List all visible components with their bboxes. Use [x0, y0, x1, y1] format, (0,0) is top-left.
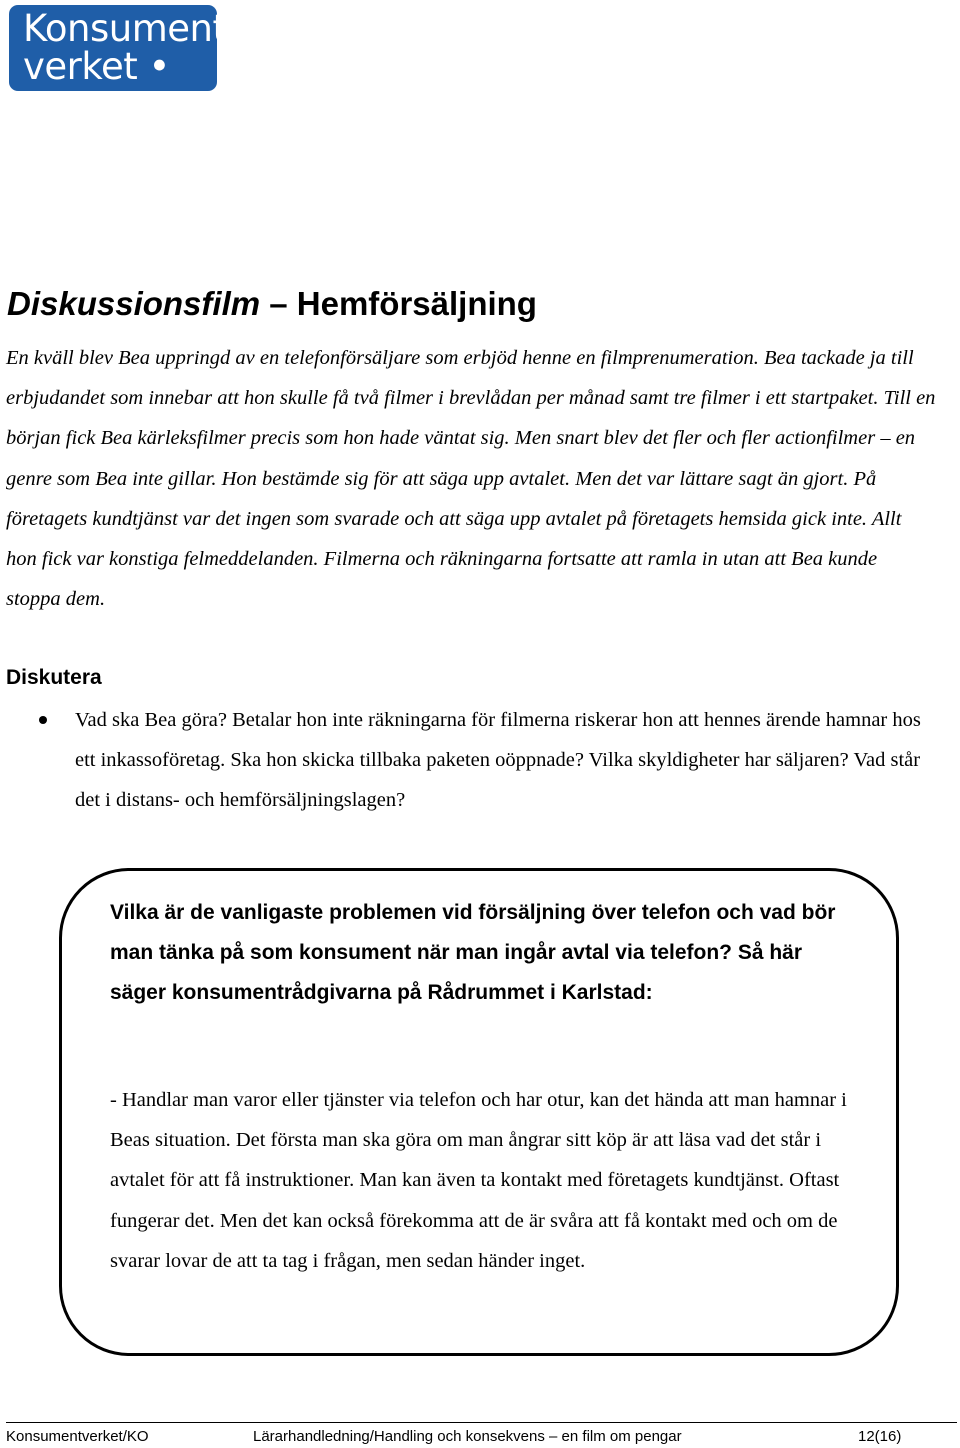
page-title	[7, 282, 537, 326]
footer-organization: Konsumentverket/KO	[6, 1428, 149, 1445]
konsumentverket-logo	[9, 5, 227, 132]
footer-divider	[6, 1422, 957, 1423]
discuss-item	[0, 700, 940, 821]
title-rest: – Hemförsäljning	[260, 285, 537, 322]
advice-box-heading: Vilka är de vanligaste problemen vid försäljning över telefon och vad bör man tänka på som konsument när man ingår avtal via telefon? Så här säger konsumentrådgivarna på Rådrummet i Karlstad:	[110, 901, 836, 1005]
advice-box-body: - Handlar man varor eller tjänster via telefon och har otur, kan det hända att man hamnar i Beas situation. Det första man ska göra om man ångrar sitt köp är att läsa vad det står i avtalet för att få instruktioner. Man kan även ta kontakt med företagets kundtjänst. Oftast fungerar det. Men det kan också förekomma att de är svåra att få kontakt med och om de svarar lovar de att ta tag i frågan, men sedan händer inget.	[110, 1089, 847, 1272]
bullet-icon	[39, 716, 47, 724]
logo-line-1: Konsument	[23, 7, 227, 50]
footer-page-number: 12(16)	[858, 1428, 902, 1445]
intro-paragraph: En kväll blev Bea uppringd av en telefonförsäljare som erbjöd henne en filmprenumeration. Bea tackade ja till erbjudandet som innebar att hon skulle få två filmer i brevlådan per månad samt tre filmer i ett startpaket. Till en början fick Bea kärleksfilmer precis som hon hade väntat sig. Men snart blev det fler och fler actionfilmer – en genre som Bea inte gillar. Hon bestämde sig för att säga upp avtalet. Men det var lättare sagt än gjort. På företagets kundtjänst var det ingen som svarade och att säga upp avtalet på företagets hemsida gick inte. Allt hon fick var konstiga felmeddelanden. Filmerna och räkningarna fortsatte att ramla in utan att Bea kunde stoppa dem.	[6, 347, 936, 611]
discuss-list	[0, 700, 940, 821]
logo-line-2: verket • KO	[23, 45, 170, 132]
title-italic-part: Diskussionsfilm	[7, 285, 261, 322]
discuss-item-text: Vad ska Bea göra? Betalar hon inte räkningarna för filmerna riskerar hon att hennes ärende hamnar hos ett inkassoföretag. Ska hon skicka tillbaka paketen oöppnade? Vilka skyldigheter har säljaren? Vad står det i distans- och hemförsäljningslagen?	[75, 709, 921, 812]
footer-document-title: Lärarhandledning/Handling och konsekvens – en film om pengar	[253, 1428, 682, 1445]
discuss-heading: Diskutera	[6, 666, 102, 689]
